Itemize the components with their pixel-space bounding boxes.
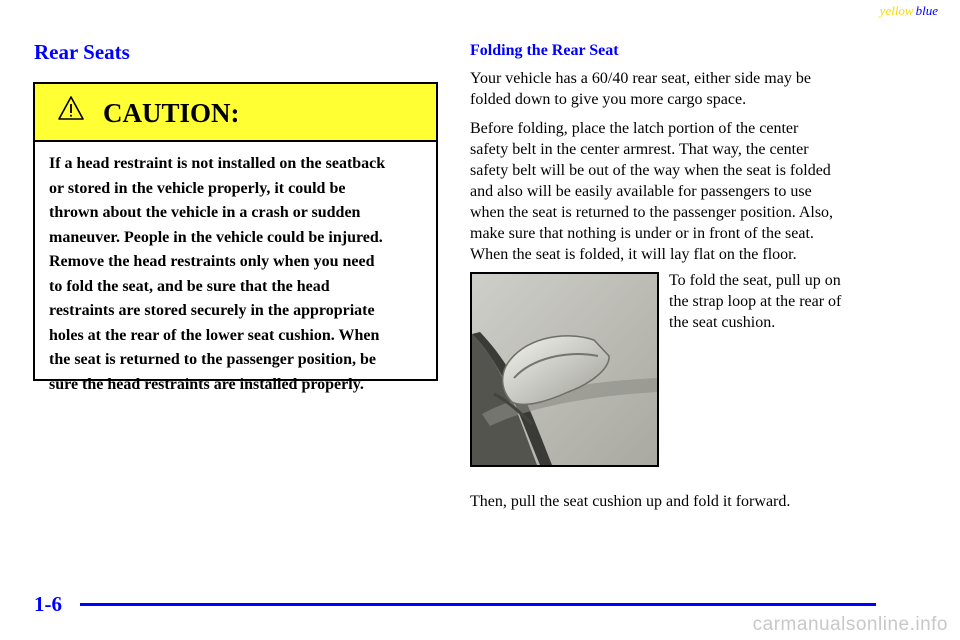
section-title: Rear Seats — [34, 40, 130, 64]
caution-line: Remove the head restraints only when you need — [49, 253, 375, 270]
color-tag-yellow: yellow — [879, 3, 914, 18]
caution-line: the seat is returned to the passenger position, be — [49, 351, 376, 368]
caption-line: the strap loop at the rear of — [669, 293, 842, 310]
color-tag — [880, 3, 938, 19]
color-tag-blue: blue — [915, 3, 938, 18]
right-column — [470, 42, 878, 265]
caution-line: holes at the rear of the lower seat cushion. When — [49, 326, 380, 344]
para-line: safety belt in the center armrest. That way, the center — [470, 141, 809, 158]
caution-line: restraints are stored securely in the appropriate — [49, 302, 375, 319]
para-line: make sure that nothing is under or in front of the seat. — [470, 225, 814, 242]
caution-line: maneuver. People in the vehicle could be injured. — [49, 228, 383, 246]
figure-caption — [669, 270, 879, 333]
para-line: folded down to give you more cargo space. — [470, 91, 747, 108]
caution-line: sure the head restraints are installed properly. — [49, 375, 364, 393]
caution-line: to fold the seat, and be sure that the head — [49, 277, 330, 295]
caution-box — [33, 82, 438, 393]
caution-header — [35, 84, 436, 142]
closing-instruction: Then, pull the seat cushion up and fold it forward. — [470, 493, 791, 510]
footer-divider — [80, 603, 876, 606]
caution-line: If a head restraint is not installed on the seatback — [49, 155, 386, 172]
subheading-folding-rear-seat: Folding the Rear Seat — [470, 42, 619, 59]
caution-text — [35, 142, 436, 397]
caution-line: or stored in the vehicle properly, it could be — [49, 179, 346, 197]
paragraph-60-40-seat — [470, 68, 878, 110]
caption-line: the seat cushion. — [669, 314, 776, 331]
warning-triangle-icon — [58, 95, 84, 121]
para-line: safety belt will be out of the way when the seat is folded — [470, 162, 831, 179]
caution-label: CAUTION: — [103, 98, 240, 128]
watermark: carmanualsonline.info — [752, 614, 948, 635]
para-line: Your vehicle has a 60/40 rear seat, either side may be — [470, 70, 811, 87]
strap-loop-illustration — [472, 274, 657, 465]
para-line: Before folding, place the latch portion of the center — [470, 120, 799, 137]
page-number: 1-6 — [34, 592, 62, 616]
para-line: when the seat is returned to the passenger position. Also, — [470, 204, 834, 221]
caption-line: To fold the seat, pull up on — [669, 272, 841, 289]
para-line: When the seat is folded, it will lay flat on the floor. — [470, 246, 797, 263]
strap-loop-photo — [470, 272, 659, 467]
para-line: and also will be easily available for passengers to use — [470, 183, 812, 200]
caution-line: thrown about the vehicle in a crash or sudden — [49, 204, 361, 221]
paragraph-before-folding — [470, 118, 878, 265]
